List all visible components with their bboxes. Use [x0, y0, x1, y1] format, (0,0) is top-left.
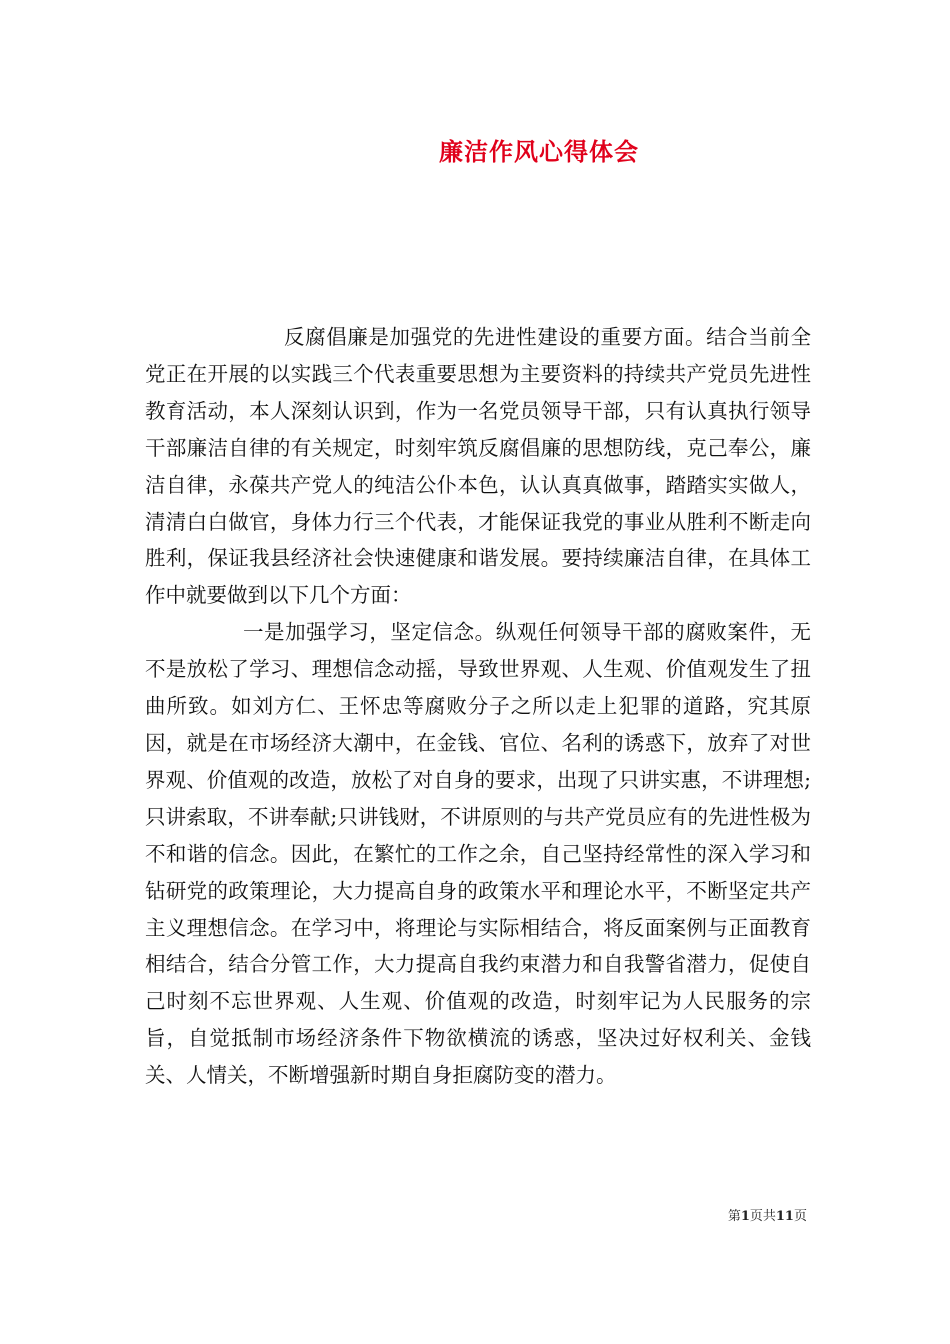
- document-body: [145, 319, 811, 1094]
- footer-total-pages: 11: [775, 1209, 794, 1224]
- body-paragraph-1: 反腐倡廉是加强党的先进性建设的重要方面。结合当前全党正在开展的以实践三个代表重要思想为主要资料的持续共产党员先进性教育活动，本人深刻认识到，作为一名党员领导干部，只有认真执行领导干部廉洁自律的有关规定，时刻牢筑反腐倡廉的思想防线，克己奉公，廉洁自律，永葆共产党人的纯洁公仆本色，认认真真做事，踏踏实实做人，清清白白做官，身体力行三个代表，才能保证我党的事业从胜利不断走向胜利，保证我县经济社会快速健康和谐发展。要持续廉洁自律，在具体工作中就要做到以下几个方面：: [145, 325, 811, 608]
- footer-suffix: 页: [793, 1209, 807, 1224]
- page-number-footer: [728, 1205, 807, 1224]
- footer-prefix: 第: [727, 1209, 741, 1224]
- document-title: 廉洁作风心得体会: [439, 137, 639, 166]
- body-paragraph-2: 一是加强学习，坚定信念。纵观任何领导干部的腐败案件，无不是放松了学习、理想信念动摇，导致世界观、人生观、价值观发生了扭曲所致。如刘方仁、王怀忠等腐败分子之所以走上犯罪的道路，究其原因，就是在市场经济大潮中，在金钱、官位、名利的诱惑下，放弃了对世界观、价值观的改造，放松了对自身的要求，出现了只讲实惠，不讲理想;只讲索取，不讲奉献;只讲钱财，不讲原则的与共产党员应有的先进性极为不和谐的信念。因此，在繁忙的工作之余，自己坚持经常性的深入学习和钻研党的政策理论，大力提高自身的政策水平和理论水平，不断坚定共产主义理想信念。在学习中，将理论与实际相结合，将反面案例与正面教育相结合，结合分管工作，大力提高自我约束潜力和自我警省潜力，促使自己时刻不忘世界观、人生观、价值观的改造，时刻牢记为人民服务的宗旨，自觉抵制市场经济条件下物欲横流的诱惑，坚决过好权利关、金钱关、人情关，不断增强新时期自身拒腐防变的潜力。: [145, 620, 811, 1088]
- footer-middle: 页共: [749, 1209, 776, 1224]
- footer-current-page: 1: [740, 1209, 750, 1224]
